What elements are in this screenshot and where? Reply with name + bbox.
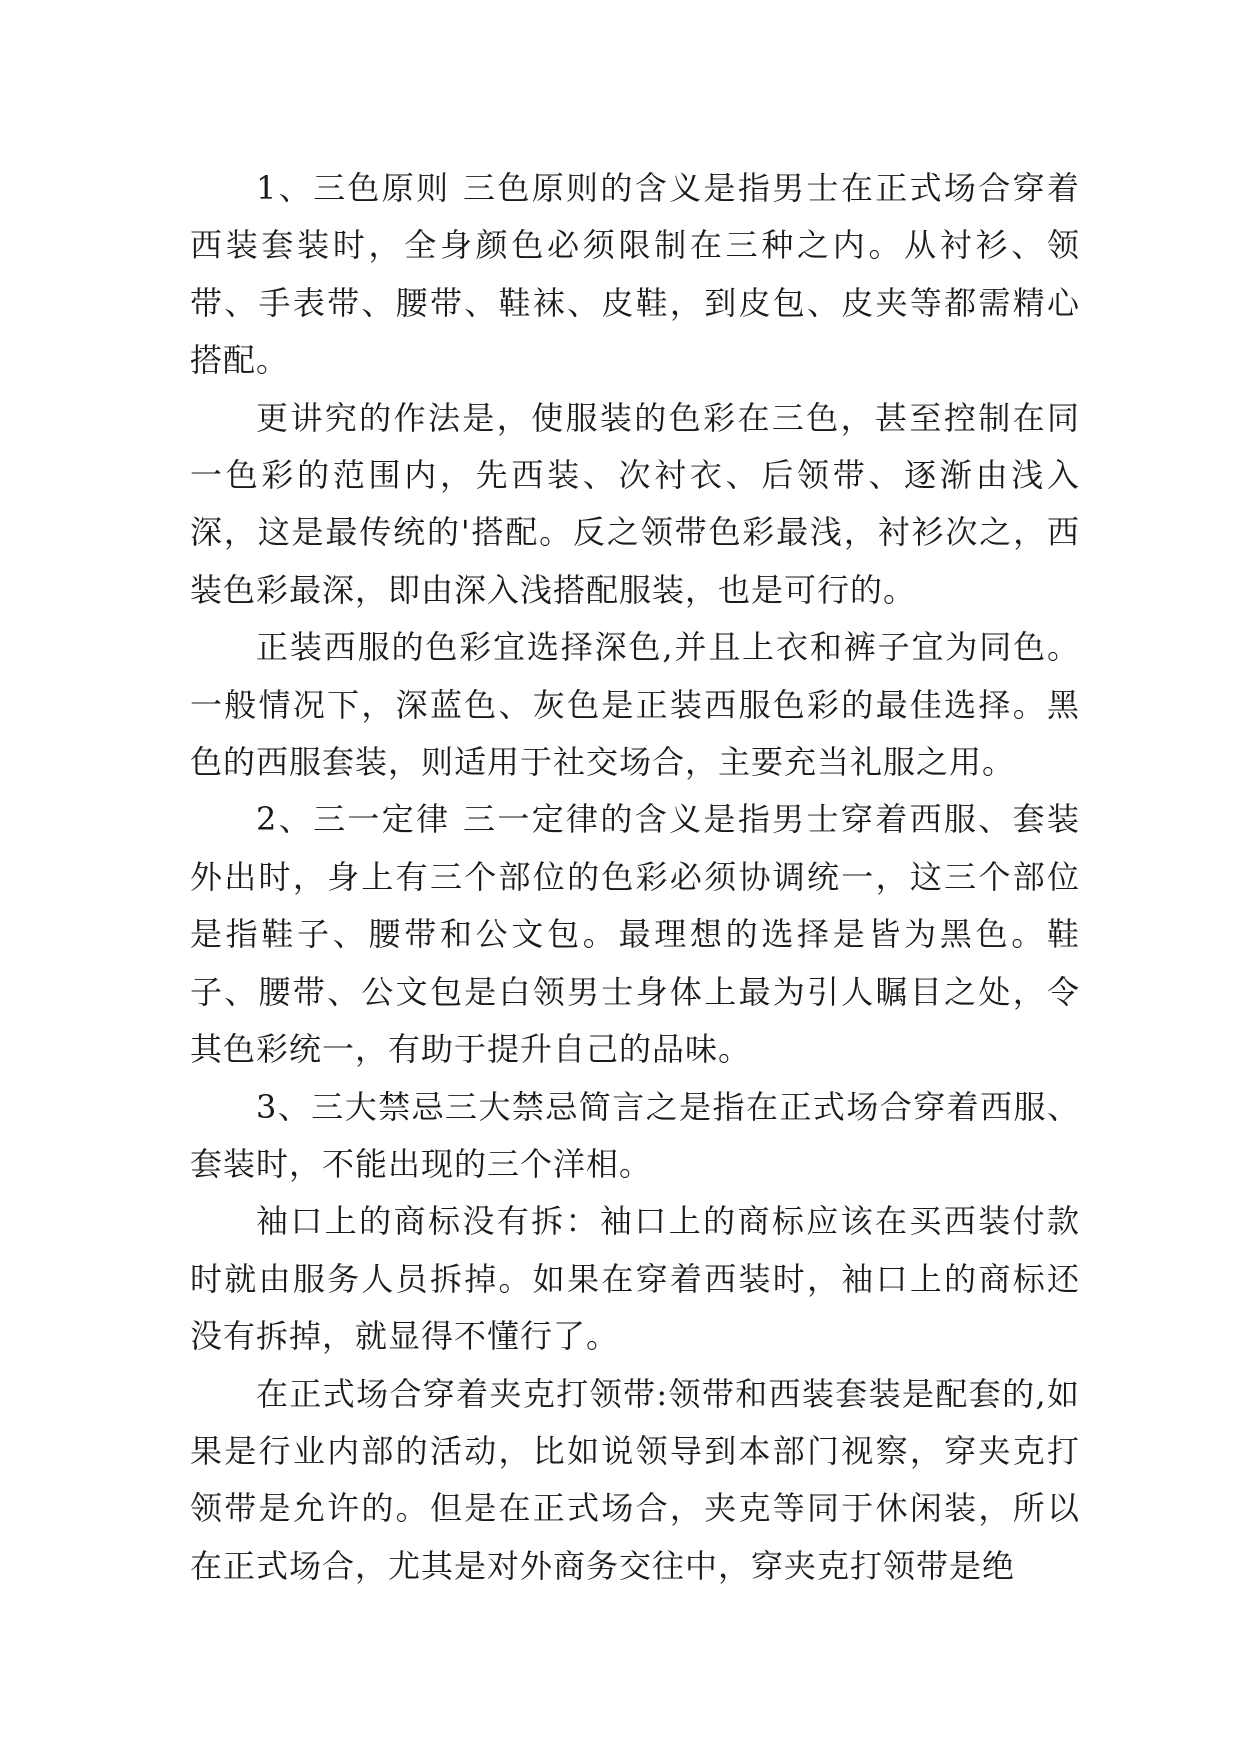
paragraph-three-color-rule: 1、三色原则 三色原则的含义是指男士在正式场合穿着西装套装时，全身颜色必须限制在三种之内。从衬衫、领带、手表带、腰带、鞋袜、皮鞋，到皮包、皮夹等都需精心搭配。 (190, 169, 1080, 380)
document-body (190, 160, 1080, 1595)
paragraph-color-matching: 更讲究的作法是，使服装的色彩在三色，甚至控制在同一色彩的范围内，先西装、次衬衣、后领带、逐渐由浅入深，这是最传统的'搭配。反之领带色彩最浅，衬衫次之，西装色彩最深，即由深入浅搭配服装，也是可行的。 (190, 398, 1080, 609)
paragraph-jacket-tie: 在正式场合穿着夹克打领带:领带和西装套装是配套的,如果是行业内部的活动，比如说领导到本部门视察，穿夹克打领带是允许的。但是在正式场合，夹克等同于休闲装，所以在正式场合，尤其是对外商务交往中，穿夹克打领带是绝 (190, 1374, 1080, 1585)
paragraph-three-taboos: 3、三大禁忌三大禁忌简言之是指在正式场合穿着西服、套装时，不能出现的三个洋相。 (190, 1087, 1080, 1183)
paragraph-three-one-rule: 2、三一定律 三一定律的含义是指男士穿着西服、套装外出时，身上有三个部位的色彩必须协调统一，这三个部位是指鞋子、腰带和公文包。最理想的选择是皆为黑色。鞋子、腰带、公文包是白领男士身体上最为引人瞩目之处，令其色彩统一，有助于提升自己的品味。 (190, 800, 1080, 1069)
paragraph-suit-color: 正装西服的色彩宜选择深色,并且上衣和裤子宜为同色。一般情况下，深蓝色、灰色是正装西服色彩的最佳选择。黑色的西服套装，则适用于社交场合，主要充当礼服之用。 (190, 628, 1080, 782)
paragraph-sleeve-label: 袖口上的商标没有拆：袖口上的商标应该在买西装付款时就由服务人员拆掉。如果在穿着西装时，袖口上的商标还没有拆掉，就显得不懂行了。 (190, 1202, 1080, 1356)
